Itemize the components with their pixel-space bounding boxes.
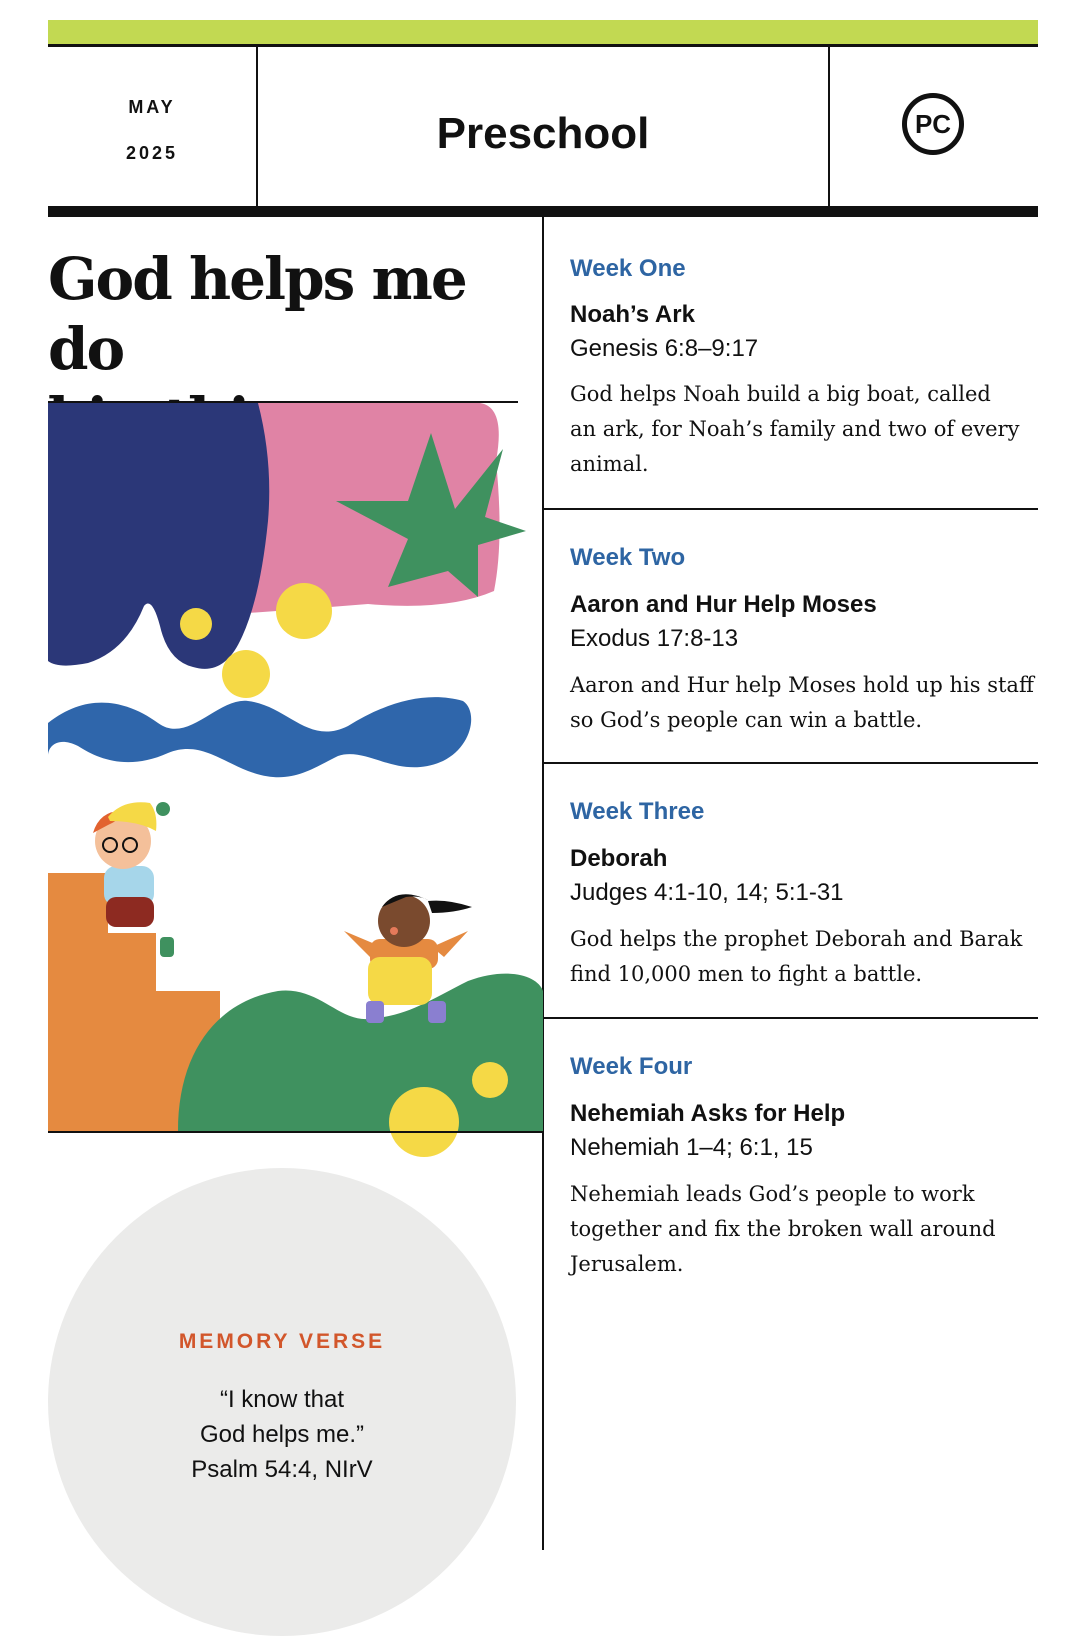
yellow-dot — [276, 583, 332, 639]
memory-verse-reference: Psalm 54:4, NIrV — [191, 1456, 373, 1483]
yellow-dot — [389, 1087, 459, 1157]
description-line: an ark, for Noah’s family and two of every — [570, 417, 1020, 441]
memory-verse-line: “I know that — [219, 1386, 345, 1413]
week-description — [570, 377, 1040, 482]
week-label: Week Three — [570, 798, 705, 825]
week-label: Week Four — [570, 1053, 693, 1080]
header-divider — [48, 206, 1038, 217]
week-four-section — [544, 1019, 1038, 1319]
week-label: Week One — [570, 255, 686, 282]
week-one-section — [544, 217, 1038, 509]
week-description — [570, 1177, 1040, 1282]
week-description — [570, 922, 1040, 992]
week-reference: Genesis 6:8–9:17 — [570, 335, 759, 362]
description-line: God helps Noah build a big boat, called — [570, 382, 991, 406]
yellow-dot — [180, 608, 212, 640]
description-line: find 10,000 men to fight a battle. — [570, 962, 923, 986]
illustration — [48, 401, 543, 1161]
logo-cell — [830, 47, 1038, 206]
title-cell — [256, 47, 830, 206]
week-two-section — [544, 510, 1038, 763]
description-line: Jerusalem. — [570, 1252, 684, 1276]
week-title: Noah’s Ark — [570, 301, 695, 328]
accent-bar — [48, 20, 1038, 44]
week-reference: Nehemiah 1–4; 6:1, 15 — [570, 1134, 813, 1161]
wave-shape — [48, 697, 471, 777]
description-line: Nehemiah leads God’s people to work — [570, 1182, 975, 1206]
week-title: Nehemiah Asks for Help — [570, 1100, 846, 1127]
logo: PC — [902, 93, 964, 155]
navy-shape — [48, 403, 269, 669]
description-line: Aaron and Hur help Moses hold up his staff — [570, 673, 1034, 697]
memory-verse-line: God helps me.” — [199, 1421, 365, 1448]
description-line: God helps the prophet Deborah and Barak — [570, 927, 1023, 951]
yellow-dot — [472, 1062, 508, 1098]
week-title: Aaron and Hur Help Moses — [570, 591, 877, 618]
yellow-dot — [222, 650, 270, 698]
page-title: Preschool — [436, 109, 650, 158]
green-hills — [178, 974, 543, 1131]
month: MAY — [128, 97, 176, 117]
description-line: so God’s people can win a battle. — [570, 708, 923, 732]
year: 2025 — [125, 143, 179, 163]
week-reference: Exodus 17:8-13 — [570, 625, 739, 652]
date-cell — [48, 47, 256, 206]
week-reference: Judges 4:1-10, 14; 5:1-31 — [570, 879, 844, 906]
memory-verse-label: MEMORY VERSE — [178, 1330, 386, 1353]
description-line: animal. — [570, 452, 649, 476]
week-label: Week Two — [570, 544, 686, 571]
week-title: Deborah — [570, 845, 668, 872]
header — [48, 44, 1038, 206]
description-line: together and fix the broken wall around — [570, 1217, 996, 1241]
week-description — [570, 668, 1040, 738]
headline-line: God helps me do — [48, 245, 466, 383]
memory-verse-circle — [48, 1168, 516, 1636]
week-three-section — [544, 764, 1038, 1018]
